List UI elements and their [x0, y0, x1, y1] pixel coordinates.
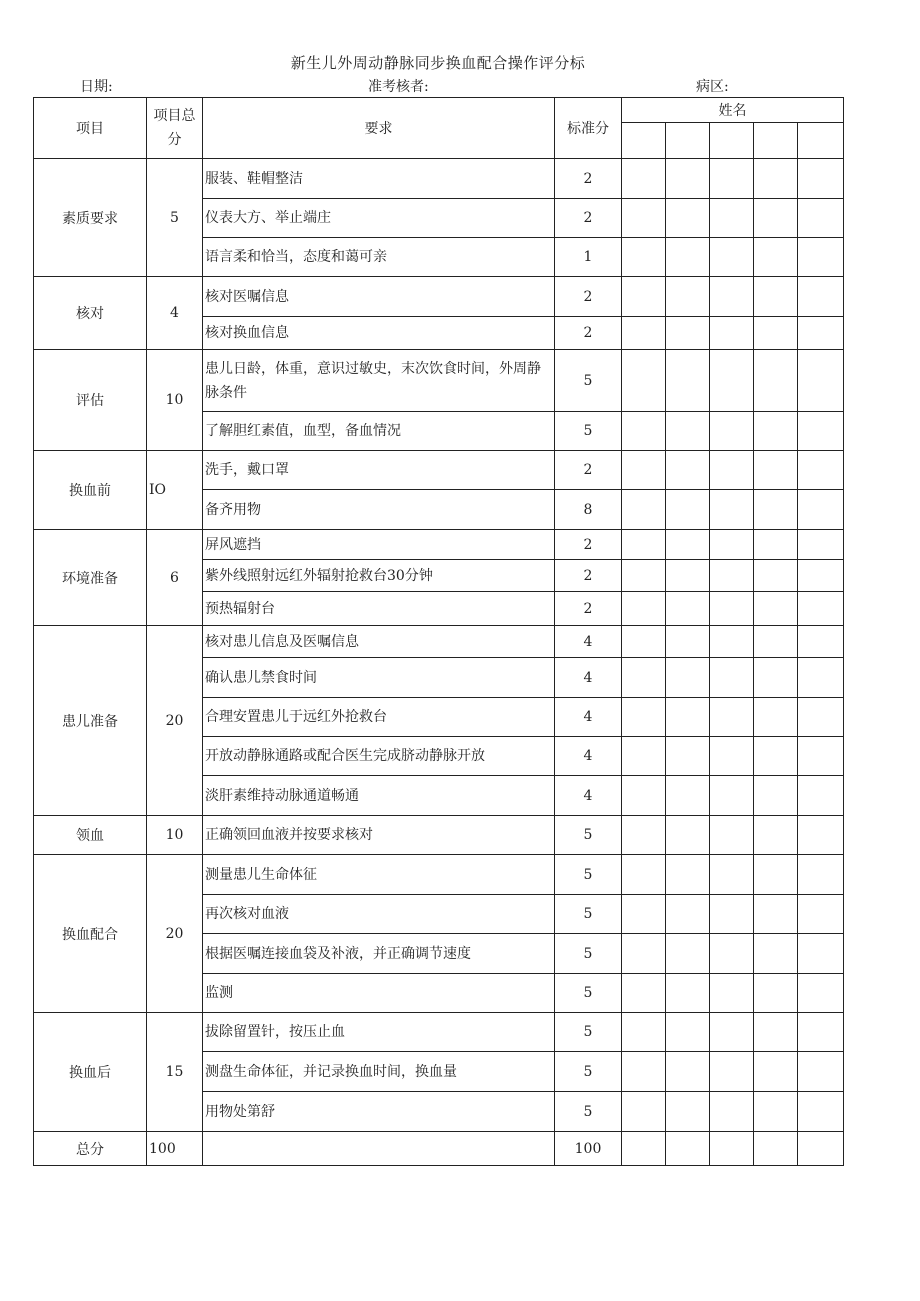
- section-name: 患儿准备: [34, 626, 147, 816]
- standard-score-cell: 2: [555, 159, 622, 199]
- header-requirement: 要求: [203, 98, 555, 159]
- score-entry-cell[interactable]: [710, 490, 754, 530]
- score-entry-cell[interactable]: [710, 1013, 754, 1052]
- summary-total: 100: [147, 1132, 203, 1166]
- requirement-cell: 了解胆红素值，血型，备血情况: [203, 412, 555, 451]
- score-entry-cell[interactable]: [754, 560, 798, 592]
- score-entry-cell[interactable]: [754, 1052, 798, 1092]
- section-total: 10: [147, 350, 203, 451]
- score-entry-cell[interactable]: [622, 1132, 666, 1166]
- score-entry-cell[interactable]: [622, 238, 666, 277]
- table-row: [34, 626, 844, 658]
- score-entry-cell[interactable]: [798, 934, 844, 974]
- score-entry-cell[interactable]: [622, 1052, 666, 1092]
- requirement-cell: 预热辐射台: [203, 592, 555, 626]
- requirement-cell: 语言柔和恰当，态度和蔼可亲: [203, 238, 555, 277]
- summary-requirement-blank: [203, 1132, 555, 1166]
- score-entry-cell[interactable]: [798, 658, 844, 698]
- standard-score-cell: 2: [555, 199, 622, 238]
- score-entry-cell[interactable]: [710, 658, 754, 698]
- section-total: 20: [147, 855, 203, 1013]
- score-entry-cell[interactable]: [666, 737, 710, 776]
- score-entry-cell[interactable]: [666, 1132, 710, 1166]
- score-entry-cell[interactable]: [754, 159, 798, 199]
- standard-score-cell: 5: [555, 895, 622, 934]
- score-entry-cell[interactable]: [754, 317, 798, 350]
- standard-score-cell: 2: [555, 592, 622, 626]
- score-entry-cell[interactable]: [798, 159, 844, 199]
- score-entry-cell[interactable]: [666, 159, 710, 199]
- header-item: 项目: [34, 98, 147, 159]
- standard-score-cell: 5: [555, 350, 622, 412]
- requirement-cell: 核对医嘱信息: [203, 277, 555, 317]
- score-entry-cell[interactable]: [754, 1132, 798, 1166]
- score-entry-cell[interactable]: [798, 277, 844, 317]
- score-entry-cell[interactable]: [622, 159, 666, 199]
- score-entry-cell[interactable]: [666, 658, 710, 698]
- score-entry-cell[interactable]: [622, 658, 666, 698]
- score-entry-cell[interactable]: [798, 1092, 844, 1132]
- score-entry-cell[interactable]: [622, 1092, 666, 1132]
- score-entry-cell[interactable]: [666, 451, 710, 490]
- section-name: 领血: [34, 816, 147, 855]
- score-table: [33, 97, 844, 1166]
- score-entry-cell[interactable]: [798, 530, 844, 560]
- table-row: [34, 530, 844, 560]
- standard-score-cell: 4: [555, 776, 622, 816]
- score-entry-cell[interactable]: [666, 855, 710, 895]
- score-entry-cell[interactable]: [622, 855, 666, 895]
- requirement-cell: 合理安置患儿于远红外抢救台: [203, 698, 555, 737]
- table-row: [34, 277, 844, 317]
- score-entry-cell[interactable]: [754, 1092, 798, 1132]
- name-column-cell[interactable]: [666, 123, 710, 159]
- standard-score-cell: 2: [555, 317, 622, 350]
- score-entry-cell[interactable]: [710, 698, 754, 737]
- score-entry-cell[interactable]: [666, 199, 710, 238]
- score-entry-cell[interactable]: [798, 698, 844, 737]
- score-entry-cell[interactable]: [666, 277, 710, 317]
- score-entry-cell[interactable]: [622, 816, 666, 855]
- score-entry-cell[interactable]: [710, 530, 754, 560]
- header-standard: 标准分: [555, 98, 622, 159]
- score-entry-cell[interactable]: [754, 855, 798, 895]
- score-entry-cell[interactable]: [666, 1092, 710, 1132]
- standard-score-cell: 2: [555, 560, 622, 592]
- requirement-cell: 淡肝素维持动脉通道畅通: [203, 776, 555, 816]
- standard-score-cell: 5: [555, 974, 622, 1013]
- section-name: 换血后: [34, 1013, 147, 1132]
- standard-score-cell: 5: [555, 934, 622, 974]
- score-entry-cell[interactable]: [622, 317, 666, 350]
- standard-score-cell: 2: [555, 277, 622, 317]
- score-entry-cell[interactable]: [666, 1052, 710, 1092]
- score-entry-cell[interactable]: [710, 1092, 754, 1132]
- requirement-cell: 备齐用物: [203, 490, 555, 530]
- score-entry-cell[interactable]: [754, 737, 798, 776]
- form-title: 新生儿外周动静脉同步换血配合操作评分标: [290, 54, 586, 72]
- header-total: 项目总分: [147, 98, 203, 159]
- standard-score-cell: 5: [555, 412, 622, 451]
- requirement-cell: 确认患儿禁食时间: [203, 658, 555, 698]
- requirement-cell: 洗手，戴口罩: [203, 451, 555, 490]
- score-entry-cell[interactable]: [666, 895, 710, 934]
- score-entry-cell[interactable]: [622, 451, 666, 490]
- score-entry-cell[interactable]: [798, 592, 844, 626]
- score-entry-cell[interactable]: [622, 560, 666, 592]
- score-entry-cell[interactable]: [710, 277, 754, 317]
- date-label: 日期:: [80, 79, 113, 95]
- score-entry-cell[interactable]: [754, 658, 798, 698]
- section-name: 环境准备: [34, 530, 147, 626]
- table-row: [34, 1013, 844, 1052]
- score-entry-cell[interactable]: [798, 816, 844, 855]
- requirement-cell: 用物处第舒: [203, 1092, 555, 1132]
- score-entry-cell[interactable]: [622, 698, 666, 737]
- score-entry-cell[interactable]: [666, 560, 710, 592]
- score-entry-cell[interactable]: [666, 412, 710, 451]
- requirement-cell: 监测: [203, 974, 555, 1013]
- score-entry-cell[interactable]: [666, 776, 710, 816]
- requirement-cell: 开放动静脉通路或配合医生完成脐动静脉开放: [203, 737, 555, 776]
- score-entry-cell[interactable]: [754, 698, 798, 737]
- requirement-cell: 紫外线照射远红外辐射抢救台30分钟: [203, 560, 555, 592]
- standard-score-cell: 4: [555, 626, 622, 658]
- score-entry-cell[interactable]: [622, 350, 666, 412]
- score-entry-cell[interactable]: [622, 934, 666, 974]
- section-total: 5: [147, 159, 203, 277]
- requirement-cell: 再次核对血液: [203, 895, 555, 934]
- score-entry-cell[interactable]: [622, 895, 666, 934]
- table-row: [34, 159, 844, 199]
- score-entry-cell[interactable]: [798, 238, 844, 277]
- score-entry-cell[interactable]: [666, 592, 710, 626]
- requirement-cell: 拔除留置针，按压止血: [203, 1013, 555, 1052]
- score-entry-cell[interactable]: [798, 451, 844, 490]
- score-entry-cell[interactable]: [754, 1013, 798, 1052]
- score-entry-cell[interactable]: [710, 737, 754, 776]
- score-entry-cell[interactable]: [666, 317, 710, 350]
- name-column-cell[interactable]: [798, 123, 844, 159]
- score-entry-cell[interactable]: [710, 1132, 754, 1166]
- score-entry-cell[interactable]: [666, 238, 710, 277]
- table-row: [34, 855, 844, 895]
- requirement-cell: 服装、鞋帽整洁: [203, 159, 555, 199]
- score-entry-cell[interactable]: [754, 238, 798, 277]
- requirement-cell: 仪表大方、举止端庄: [203, 199, 555, 238]
- score-entry-cell[interactable]: [622, 530, 666, 560]
- score-entry-cell[interactable]: [754, 412, 798, 451]
- header-name: 姓名: [622, 98, 844, 123]
- requirement-cell: 测量患儿生命体征: [203, 855, 555, 895]
- score-entry-cell[interactable]: [622, 626, 666, 658]
- section-total: IO: [147, 451, 203, 530]
- score-entry-cell[interactable]: [754, 776, 798, 816]
- score-entry-cell[interactable]: [798, 350, 844, 412]
- section-name: 换血前: [34, 451, 147, 530]
- section-name: 换血配合: [34, 855, 147, 1013]
- score-entry-cell[interactable]: [798, 199, 844, 238]
- name-column-cell[interactable]: [710, 123, 754, 159]
- score-entry-cell[interactable]: [666, 626, 710, 658]
- standard-score-cell: 4: [555, 737, 622, 776]
- table-row: [34, 350, 844, 412]
- requirement-cell: 患儿日龄，体重，意识过敏史，末次饮食时间，外周静脉条件: [203, 350, 555, 412]
- requirement-cell: 屏风遮挡: [203, 530, 555, 560]
- score-entry-cell[interactable]: [798, 560, 844, 592]
- score-entry-cell[interactable]: [666, 350, 710, 412]
- score-entry-cell[interactable]: [798, 626, 844, 658]
- score-entry-cell[interactable]: [798, 737, 844, 776]
- score-entry-cell[interactable]: [622, 490, 666, 530]
- score-entry-cell[interactable]: [710, 974, 754, 1013]
- standard-score-cell: 8: [555, 490, 622, 530]
- score-entry-cell[interactable]: [622, 1013, 666, 1052]
- section-name: 核对: [34, 277, 147, 350]
- score-entry-cell[interactable]: [622, 199, 666, 238]
- standard-score-cell: 2: [555, 530, 622, 560]
- requirement-cell: 根据医嘱连接血袋及补液，并正确调节速度: [203, 934, 555, 974]
- summary-standard: 100: [555, 1132, 622, 1166]
- table-row: [34, 451, 844, 490]
- score-entry-cell[interactable]: [710, 934, 754, 974]
- score-entry-cell[interactable]: [622, 974, 666, 1013]
- score-entry-cell[interactable]: [666, 490, 710, 530]
- standard-score-cell: 5: [555, 816, 622, 855]
- score-entry-cell[interactable]: [798, 1052, 844, 1092]
- score-entry-cell[interactable]: [710, 159, 754, 199]
- score-entry-cell[interactable]: [622, 277, 666, 317]
- standard-score-cell: 5: [555, 855, 622, 895]
- requirement-cell: 核对换血信息: [203, 317, 555, 350]
- score-entry-cell[interactable]: [710, 816, 754, 855]
- summary-row: [34, 1132, 844, 1166]
- section-total: 15: [147, 1013, 203, 1132]
- score-entry-cell[interactable]: [754, 626, 798, 658]
- score-entry-cell[interactable]: [622, 592, 666, 626]
- score-entry-cell[interactable]: [710, 350, 754, 412]
- name-column-cell[interactable]: [622, 123, 666, 159]
- score-entry-cell[interactable]: [754, 816, 798, 855]
- summary-label: 总分: [34, 1132, 147, 1166]
- score-entry-cell[interactable]: [754, 934, 798, 974]
- score-entry-cell[interactable]: [710, 626, 754, 658]
- table-row: [34, 816, 844, 855]
- requirement-cell: 正确领回血液并按要求核对: [203, 816, 555, 855]
- score-entry-cell[interactable]: [710, 592, 754, 626]
- ward-label: 病区:: [696, 79, 729, 95]
- score-entry-cell[interactable]: [710, 1052, 754, 1092]
- score-entry-cell[interactable]: [622, 412, 666, 451]
- section-total: 6: [147, 530, 203, 626]
- score-entry-cell[interactable]: [754, 530, 798, 560]
- standard-score-cell: 4: [555, 698, 622, 737]
- score-entry-cell[interactable]: [798, 855, 844, 895]
- section-total: 20: [147, 626, 203, 816]
- standard-score-cell: 5: [555, 1013, 622, 1052]
- examiner-label: 准考核者:: [368, 79, 429, 95]
- score-entry-cell[interactable]: [754, 490, 798, 530]
- score-entry-cell[interactable]: [666, 698, 710, 737]
- score-entry-cell[interactable]: [710, 855, 754, 895]
- section-name: 评估: [34, 350, 147, 451]
- section-name: 素质要求: [34, 159, 147, 277]
- score-entry-cell[interactable]: [798, 317, 844, 350]
- score-entry-cell[interactable]: [798, 1132, 844, 1166]
- score-entry-cell[interactable]: [754, 592, 798, 626]
- score-entry-cell[interactable]: [666, 530, 710, 560]
- section-total: 4: [147, 277, 203, 350]
- score-entry-cell[interactable]: [754, 895, 798, 934]
- score-entry-cell[interactable]: [754, 350, 798, 412]
- score-entry-cell[interactable]: [710, 895, 754, 934]
- standard-score-cell: 5: [555, 1052, 622, 1092]
- section-total: 10: [147, 816, 203, 855]
- score-entry-cell[interactable]: [710, 560, 754, 592]
- score-entry-cell[interactable]: [710, 451, 754, 490]
- score-entry-cell[interactable]: [754, 199, 798, 238]
- score-entry-cell[interactable]: [798, 1013, 844, 1052]
- score-entry-cell[interactable]: [622, 776, 666, 816]
- score-entry-cell[interactable]: [798, 490, 844, 530]
- score-entry-cell[interactable]: [754, 451, 798, 490]
- score-entry-cell[interactable]: [798, 412, 844, 451]
- score-entry-cell[interactable]: [798, 776, 844, 816]
- score-entry-cell[interactable]: [710, 412, 754, 451]
- score-entry-cell[interactable]: [666, 974, 710, 1013]
- score-entry-cell[interactable]: [710, 199, 754, 238]
- score-entry-cell[interactable]: [754, 974, 798, 1013]
- score-entry-cell[interactable]: [622, 737, 666, 776]
- score-entry-cell[interactable]: [798, 974, 844, 1013]
- requirement-cell: 测盘生命体征，并记录换血时间，换血量: [203, 1052, 555, 1092]
- standard-score-cell: 2: [555, 451, 622, 490]
- score-entry-cell[interactable]: [666, 1013, 710, 1052]
- score-entry-cell[interactable]: [798, 895, 844, 934]
- standard-score-cell: 1: [555, 238, 622, 277]
- standard-score-cell: 4: [555, 658, 622, 698]
- score-entry-cell[interactable]: [666, 816, 710, 855]
- standard-score-cell: 5: [555, 1092, 622, 1132]
- score-entry-cell[interactable]: [666, 934, 710, 974]
- name-column-cell[interactable]: [754, 123, 798, 159]
- score-entry-cell[interactable]: [710, 317, 754, 350]
- score-entry-cell[interactable]: [710, 238, 754, 277]
- score-entry-cell[interactable]: [710, 776, 754, 816]
- score-entry-cell[interactable]: [754, 277, 798, 317]
- requirement-cell: 核对患儿信息及医嘱信息: [203, 626, 555, 658]
